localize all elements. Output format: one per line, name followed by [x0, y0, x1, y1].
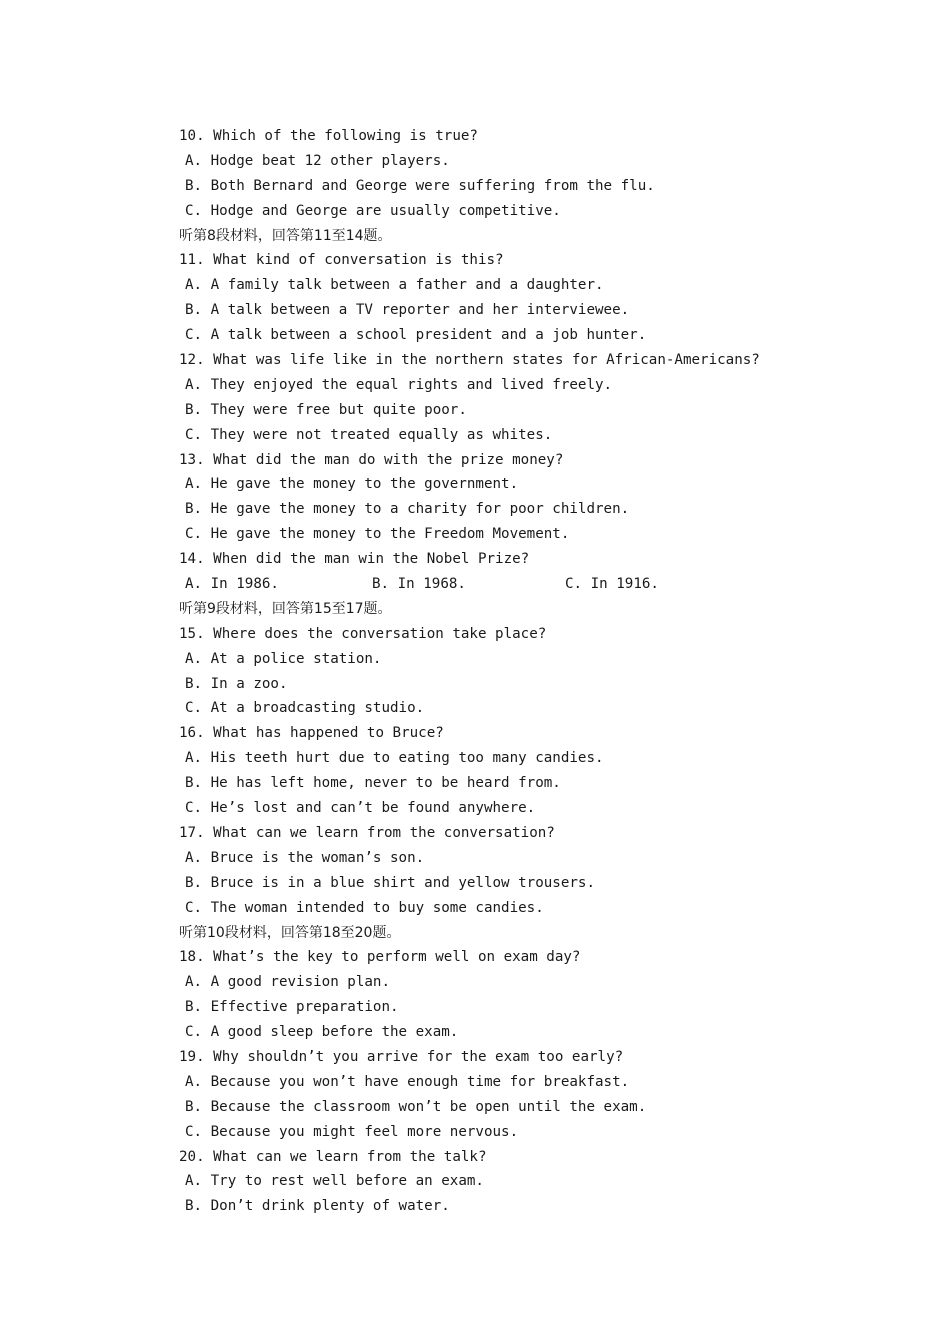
option-17a: A. Bruce is the woman’s son.	[185, 849, 425, 866]
option-15a: A. At a police station.	[185, 650, 382, 667]
question-14: 14. When did the man win the Nobel Prize?	[179, 551, 530, 568]
option-10c: C. Hodge and George are usually competitive.	[185, 202, 561, 219]
option-18a: A. A good revision plan.	[185, 974, 390, 991]
option-13c: C. He gave the money to the Freedom Movement.	[185, 526, 570, 543]
option-11b: B. A talk between a TV reporter and her interviewee.	[185, 302, 630, 319]
option-20b: B. Don’t drink plenty of water.	[185, 1198, 450, 1215]
option-16b: B. He has left home, never to be heard from.	[185, 775, 561, 792]
option-20a: A. Try to rest well before an exam.	[185, 1173, 484, 1190]
option-19a: A. Because you won’t have enough time for breakfast.	[185, 1073, 630, 1090]
option-12c: C. They were not treated equally as whites.	[185, 426, 553, 443]
option-17b: B. Bruce is in a blue shirt and yellow trousers.	[185, 874, 595, 891]
option-10b: B. Both Bernard and George were suffering from the flu.	[185, 177, 655, 194]
option-13b: B. He gave the money to a charity for poor children.	[185, 501, 630, 518]
option-14c: C. In 1916.	[565, 576, 659, 593]
option-11a: A. A family talk between a father and a daughter.	[185, 277, 604, 294]
options-row-14	[179, 572, 899, 597]
section-heading-9: 听第9段材料，回答第15至17题。	[179, 600, 392, 617]
option-14b: B. In 1968.	[372, 576, 466, 593]
question-16: 16. What has happened to Bruce?	[179, 725, 444, 742]
section-heading-10: 听第10段材料，回答第18至20题。	[179, 924, 401, 941]
option-15b: B. In a zoo.	[185, 675, 288, 692]
option-19c: C. Because you might feel more nervous.	[185, 1123, 519, 1140]
question-15: 15. Where does the conversation take place?	[179, 625, 547, 642]
question-19: 19. Why shouldn’t you arrive for the exam too early?	[179, 1048, 624, 1065]
exam-page	[179, 124, 899, 1219]
option-10a: A. Hodge beat 12 other players.	[185, 152, 450, 169]
option-17c: C. The woman intended to buy some candies.	[185, 899, 544, 916]
question-11: 11. What kind of conversation is this?	[179, 252, 504, 269]
question-12: 12. What was life like in the northern states for African-Americans?	[179, 352, 760, 369]
option-18c: C. A good sleep before the exam.	[185, 1024, 459, 1041]
question-13: 13. What did the man do with the prize money?	[179, 451, 564, 468]
option-13a: A. He gave the money to the government.	[185, 476, 519, 493]
question-20: 20. What can we learn from the talk?	[179, 1148, 487, 1165]
option-12a: A. They enjoyed the equal rights and lived freely.	[185, 376, 613, 393]
option-16a: A. His teeth hurt due to eating too many candies.	[185, 750, 604, 767]
option-12b: B. They were free but quite poor.	[185, 401, 467, 418]
option-11c: C. A talk between a school president and a job hunter.	[185, 327, 647, 344]
option-18b: B. Effective preparation.	[185, 999, 399, 1016]
question-17: 17. What can we learn from the conversation?	[179, 824, 555, 841]
question-10: 10. Which of the following is true?	[179, 128, 478, 144]
option-14a: A. In 1986.	[185, 576, 279, 593]
option-19b: B. Because the classroom won’t be open until the exam.	[185, 1098, 647, 1115]
option-16c: C. He’s lost and can’t be found anywhere.	[185, 800, 536, 817]
question-18: 18. What’s the key to perform well on exam day?	[179, 949, 581, 966]
section-heading-8: 听第8段材料，回答第11至14题。	[179, 227, 392, 244]
option-15c: C. At a broadcasting studio.	[185, 700, 425, 717]
